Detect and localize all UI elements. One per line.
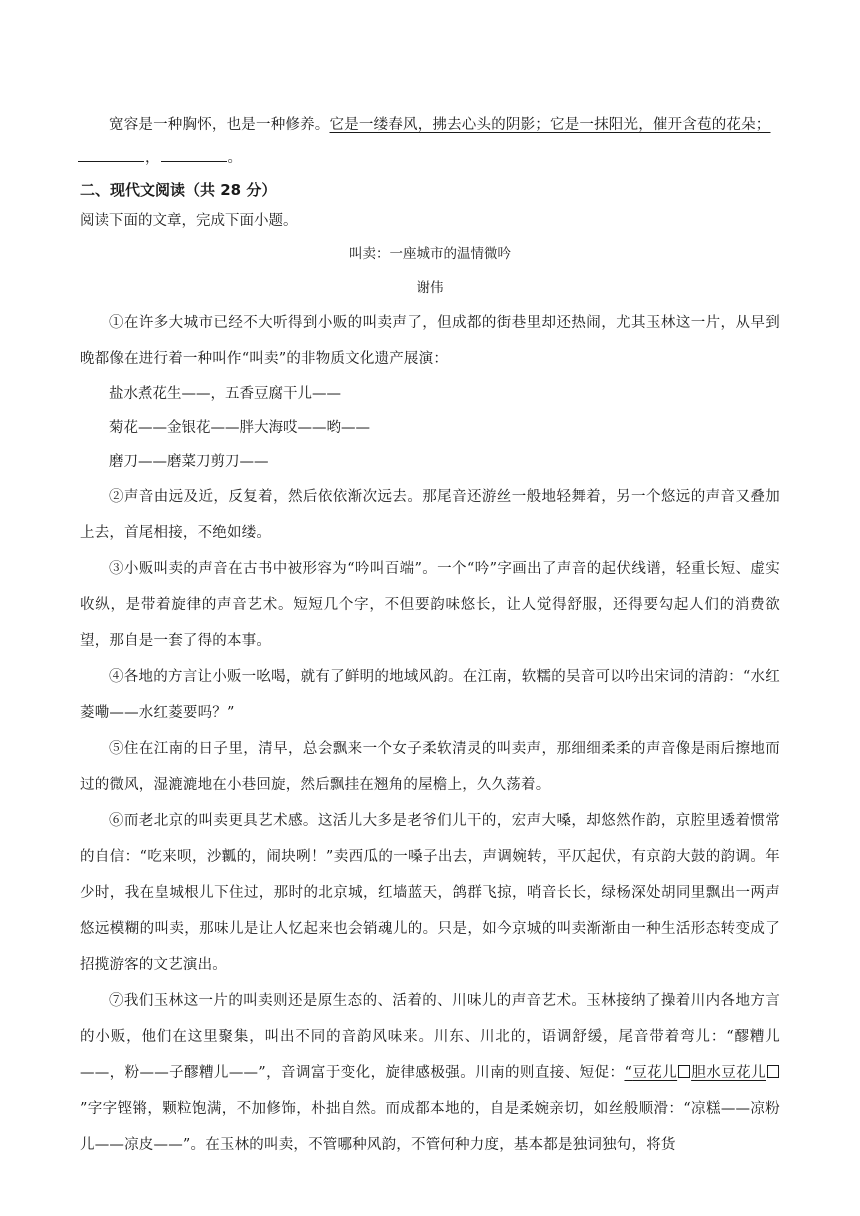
paragraph-3: ③小贩叫卖的声音在古书中被形容为“吟叫百端”。一个“吟”字画出了声音的起伏线谱，轻重长短、虚实收纵，是带着旋律的声音艺术。短短几个字，不但要韵味悠长，让人觉得舒服，还得要勾起人们的消费欲望，那自是一套了得的本事。 — [80, 561, 780, 649]
section-heading: 二、现代文阅读（共 28 分） — [80, 181, 277, 199]
paragraph-7-underlined-quote: “豆花儿 胆水豆花儿 — [624, 1065, 780, 1081]
paragraph-5: ⑤住在江南的日子里，清早，总会飘来一个女子柔软清灵的叫卖声，那细细柔柔的声音像是雨后擦地而过的微风，湿漉漉地在小巷回旋，然后飘挂在翘角的屋檐上，久久荡着。 — [80, 741, 780, 793]
intro-underlined-text: 它是一缕春风，拂去心头的阴影；它是一抹阳光，催开含苞的花朵； — [329, 117, 771, 133]
blank-separator: ， — [145, 150, 160, 166]
paragraph-7-text-a: ⑦我们玉林这一片的叫卖则还是原生态的、活着的、川味儿的声音艺术。玉林接纳了操着川内各地方言的小贩，他们在这里聚集，叫出不同的音韵风味来。川东、川北的，语调舒缓，尾音带着弯儿：“醪糟儿——，粉——子醪糟儿——”，音调富于变化，旋律感极强。川南的则直接、短促： — [80, 993, 780, 1081]
document-content — [80, 108, 780, 1163]
intro-paragraph — [80, 108, 780, 143]
paragraph-2: ②声音由远及近，反复着，然后依依渐次远去。那尾音还游丝一般地轻舞着，另一个悠远的声音又叠加上去，首尾相接，不绝如缕。 — [80, 489, 780, 541]
missing-glyph-box-2 — [767, 1065, 779, 1078]
intro-text: 宽容是一种胸怀，也是一种修养。 — [109, 117, 330, 133]
paragraph-7-text-b: ”字字铿锵，颗粒饱满，不加修饰，朴拙自然。而成都本地的，自是柔婉亲切，如丝般顺滑：“凉糕——凉粉儿——凉皮——”。在玉林的叫卖，不管哪种风韵，不管何种力度，基本都是独词独句，将货 — [80, 1101, 780, 1153]
street-cry-2: 菊花——金银花——胖大海哎——哟—— — [109, 420, 370, 436]
paragraph-1: ①在许多大城市已经不大听得到小贩的叫卖声了，但成都的街巷里却还热闹，尤其玉林这一片，从早到晚都像在进行着一种叫作“叫卖”的非物质文化遗产展演： — [80, 315, 780, 367]
paragraph-6: ⑥而老北京的叫卖更具艺术感。这活儿大多是老爷们儿干的，宏声大嗓，却悠然作韵，京腔里透着惯常的自信：“吃来呗，沙瓤的，闹块咧！”卖西瓜的一嗓子出去，声调婉转，平仄起伏，有京韵大鼓的韵调。年少时，我在皇城根儿下住过，那时的北京城，红墙蓝天，鸽群飞掠，哨音长长，绿杨深处胡同里飘出一两声悠远模糊的叫卖，那味儿是让人忆起来也会销魂儿的。只是，如今京城的叫卖渐渐由一种生活形态转变成了招揽游客的文艺演出。 — [80, 813, 780, 973]
article-title: 叫卖：一座城市的温情微吟 — [349, 246, 511, 262]
paragraph-4: ④各地的方言让小贩一吆喝，就有了鲜明的地域风韵。在江南，软糯的吴音可以吟出宋词的清韵：“水红菱嘞——水红菱要吗？” — [80, 669, 780, 721]
blank-end: 。 — [227, 150, 242, 166]
street-cry-3: 磨刀——磨菜刀剪刀—— — [109, 454, 269, 470]
answer-blank-2[interactable] — [161, 147, 227, 162]
street-cry-1: 盐水煮花生——，五香豆腐干儿—— — [109, 386, 341, 402]
section-instruction: 阅读下面的文章，完成下面小题。 — [80, 213, 298, 229]
article-author: 谢伟 — [416, 280, 444, 296]
answer-blanks — [80, 143, 780, 173]
paragraph-7 — [80, 983, 780, 1163]
answer-blank-1[interactable] — [78, 147, 144, 162]
missing-glyph-box-1 — [678, 1065, 690, 1078]
